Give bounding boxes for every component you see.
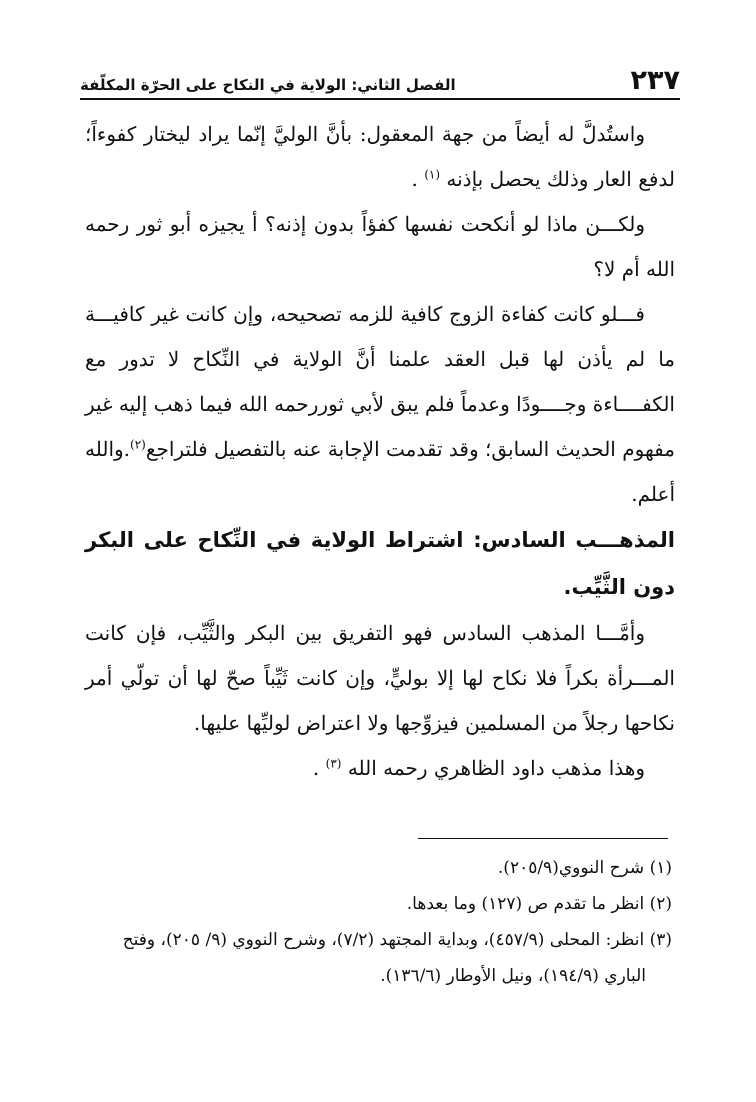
paragraph-3 — [85, 292, 675, 517]
section-heading: المذهـــب السادس: اشتراط الولاية في النِّكاح على البكر دون الثَّيِّب. — [85, 528, 675, 599]
main-text — [85, 112, 675, 791]
footnote-2: (٢) انظر ما تقدم ص (١٢٧) وما بعدها. — [406, 894, 672, 914]
footnote-ref-2[interactable]: (٢) — [130, 437, 146, 452]
page-header — [80, 62, 680, 96]
paragraph-1-end: . — [411, 167, 425, 191]
footnote-ref-3[interactable]: (٣) — [325, 756, 342, 771]
paragraph-3-text: فـــلو كانت كفاءة الزوج كافية للزمه تصحيحه، وإن كانت غير كافيـــة ما لم يأذن لها قبل العقد علمنا أنَّ الولاية في النِّكاح لا تدور مع الكفــــاءة وجــــودًا وعدماً فلم يبق لأبي ثوررحمه الله فيما ذهب إليه غير مفهوم الحديث السابق؛ وقد تقدمت الإجابة عنه بالتفصيل فلتراجع — [85, 302, 675, 461]
footnote-separator — [418, 838, 668, 839]
paragraph-1-text: واستُدلَّ له أيضاً من جهة المعقول: بأنَّ الوليَّ إنّما يراد ليختار كفوءاً؛ لدفع العار وذلك يحصل بإذنه — [85, 122, 675, 191]
paragraph-5-end: . — [312, 756, 326, 780]
paragraph-5 — [85, 746, 675, 791]
footnotes — [90, 850, 672, 994]
footnote-3-continued: الباري (١٩٤/٩)، ونيل الأوطار (١٣٦/٦). — [380, 966, 646, 986]
footnote-ref-1[interactable]: (١) — [424, 167, 441, 182]
running-title: الفصل الثاني: الولاية في النكاح على الحرّة المكلّفة — [80, 76, 456, 94]
page-number: ٢٣٧ — [630, 65, 680, 96]
paragraph-3-end: .والله أعلم. — [85, 437, 675, 506]
paragraph-2: ولكـــن ماذا لو أنكحت نفسها كفؤاً بدون إذنه؟ أ يجيزه أبو ثور رحمه الله أم لا؟ — [85, 212, 675, 281]
footnote-3: (٣) انظر: المحلى (٤٥٧/٩)، وبداية المجتهد (٧/٢)، وشرح النووي (٩/ ٢٠٥)، وفتح — [122, 930, 672, 950]
paragraph-1 — [85, 112, 675, 202]
header-rule — [80, 98, 680, 100]
paragraph-5-text: وهذا مذهب داود الظاهري رحمه الله — [347, 756, 645, 780]
footnote-1: (١) شرح النووي(٢٠٥/٩). — [497, 858, 672, 878]
paragraph-4: وأمَّـــا المذهب السادس فهو التفريق بين البكر والثَّيِّب، فإن كانت المـــرأة بكراً فلا نكاح لها إلا بوليٍّ، وإن كانت ثَيِّباً صحّ لها أن تولّي أمر نكاحها رجلاً من المسلمين فيزوِّجها ولا اعتراض لوليِّها عليها. — [85, 621, 675, 735]
